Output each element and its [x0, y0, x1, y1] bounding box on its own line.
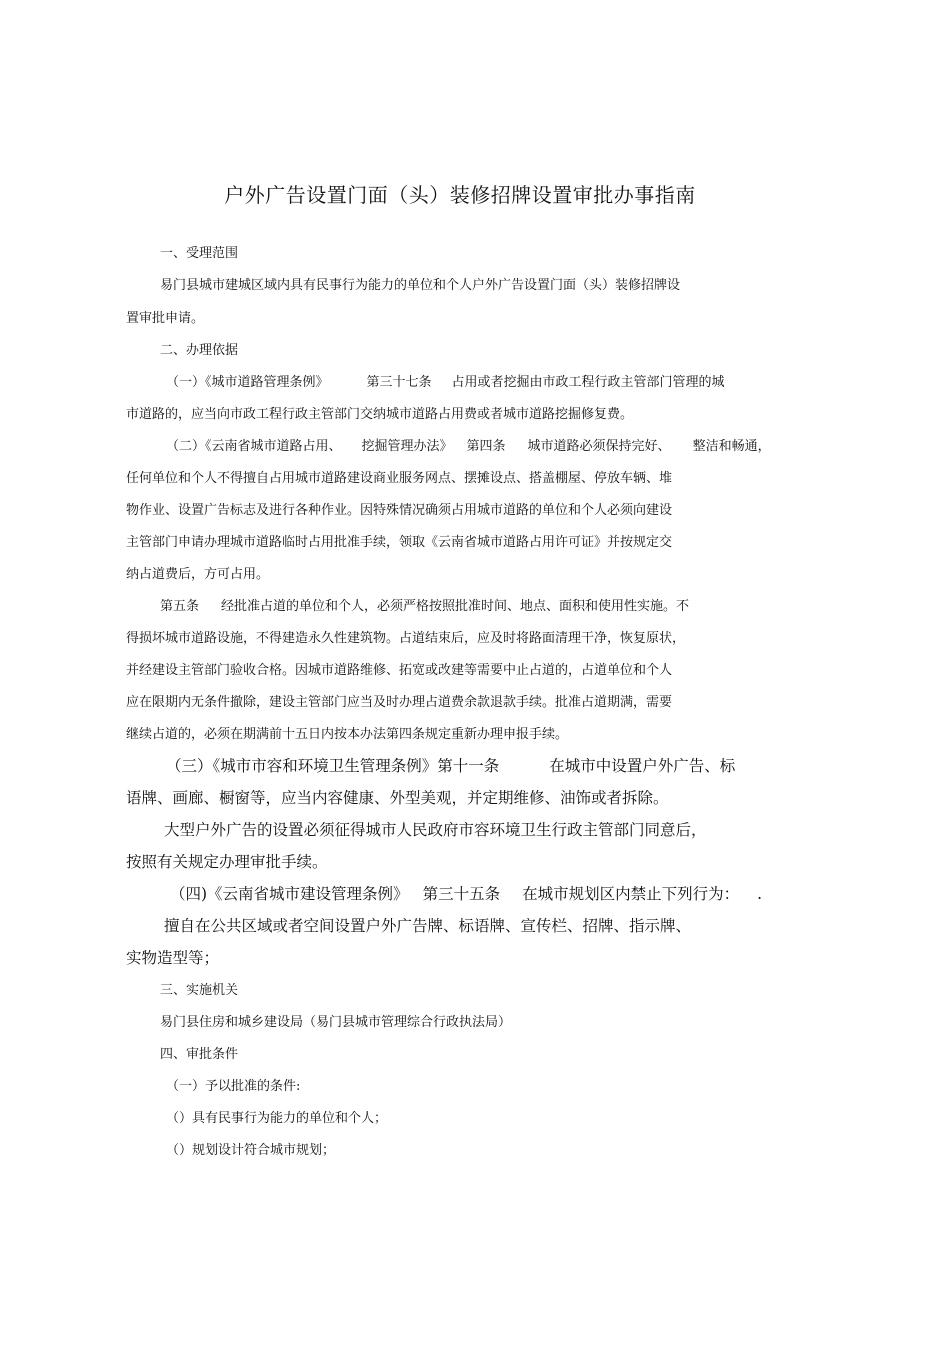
regulation-item-2	[166, 437, 771, 457]
section-heading-conditions: 四、审批条件	[160, 1047, 239, 1062]
paragraph-line: 并经建设主管部门验收合格。因城市道路维修、拓宽或改建等需要中止占道的，占道单位和个人	[126, 663, 673, 678]
paragraph-text: 城市道路必须保持完好、	[527, 439, 671, 454]
paragraph-line: 任何单位和个人不得擅自占用城市道路建设商业服务网点、摆摊设点、搭盖棚屋、停放车辆、堆	[126, 471, 673, 486]
paragraph-line: 实物造型等；	[126, 949, 220, 967]
regulation-item-4	[170, 882, 762, 906]
regulation-label: （一）《城市道路管理条例》	[166, 375, 329, 390]
section-heading-scope: 一、受理范围	[160, 246, 239, 261]
document-title: 户外广告设置门面（头）装修招牌设置审批办事指南	[224, 183, 696, 207]
regulation-label: （四)《云南省城市建设管理条例》	[170, 885, 409, 903]
paragraph-line: 易门县城市建城区域内具有民事行为能力的单位和个人户外广告设置门面（头）装修招牌设	[160, 278, 681, 293]
paragraph-text: 整洁和畅通，	[692, 439, 771, 454]
article-number: 第三十五条	[422, 885, 501, 903]
paragraph-line: 擅自在公共区域或者空间设置户外广告牌、标语牌、宣传栏、招牌、指示牌、	[164, 917, 692, 935]
list-item: （）具有民事行为能力的单位和个人；	[166, 1111, 388, 1126]
paragraph-line: 纳占道费后，方可占用。	[126, 567, 270, 582]
article-number: 第四条	[466, 439, 506, 454]
paragraph-line: 易门县住房和城乡建设局（易门县城市管理综合行政执法局）	[160, 1015, 512, 1030]
paragraph-line: （一）予以批准的条件:	[166, 1079, 301, 1094]
paragraph-line: 大型户外广告的设置必须征得城市人民政府市容环境卫生行政主管部门同意后，	[164, 821, 707, 839]
trailing-mark: .	[757, 885, 763, 903]
article-number: 第三十七条	[366, 375, 432, 390]
paragraph-line: 继续占道的，必须在期满前十五日内按本办法第四条规定重新办理申报手续。	[126, 727, 569, 742]
paragraph-line: 按照有关规定办理审批手续。	[126, 853, 328, 871]
regulation-label: （二）《云南省城市道路占用、	[166, 439, 342, 454]
regulation-item-3	[166, 754, 735, 778]
paragraph-line: 应在限期内无条件撤除，建设主管部门应当及时办理占道费余款退款手续。批准占道期满，需要	[126, 695, 673, 710]
paragraph-text: 在城市规划区内禁止下列行为：	[522, 885, 740, 903]
regulation-label: （三）《城市市容和环境卫生管理条例》第十一条	[166, 757, 500, 775]
paragraph-text: 占用或者挖掘由市政工程行政主管部门管理的城	[451, 375, 725, 390]
article-number: 第五条	[160, 599, 200, 614]
paragraph-line: 主管部门申请办理城市道路临时占用批准手续，领取《云南省城市道路占用许可证》并按规定交	[126, 535, 673, 550]
section-heading-basis: 二、办理依据	[160, 343, 239, 358]
paragraph-text: 在城市中设置户外广告、标	[549, 757, 736, 775]
regulation-label-cont: 挖掘管理办法》	[361, 439, 453, 454]
paragraph-line: 市道路的，应当向市政工程行政主管部门交纳城市道路占用费或者城市道路挖掘修复费。	[126, 407, 634, 422]
regulation-item-1	[166, 373, 725, 393]
section-heading-agency: 三、实施机关	[160, 983, 239, 998]
paragraph-line: 物作业、设置广告标志及进行各种作业。因特殊情况确须占用城市道路的单位和个人必须向建设	[126, 503, 673, 518]
list-item: （）规划设计符合城市规划；	[166, 1143, 336, 1158]
paragraph-line: 语牌、画廊、橱窗等，应当内容健康、外型美观，并定期维修、油饰或者拆除。	[126, 789, 669, 807]
paragraph-line: 得损坏城市道路设施，不得建造永久性建筑物。占道结束后，应及时将路面清理干净，恢复原状，	[126, 631, 686, 646]
article-5-line	[160, 597, 689, 617]
paragraph-line: 置审批申请。	[126, 311, 205, 326]
paragraph-text: 经批准占道的单位和个人，必须严格按照批准时间、地点、面积和使用性实施。不	[221, 599, 690, 614]
